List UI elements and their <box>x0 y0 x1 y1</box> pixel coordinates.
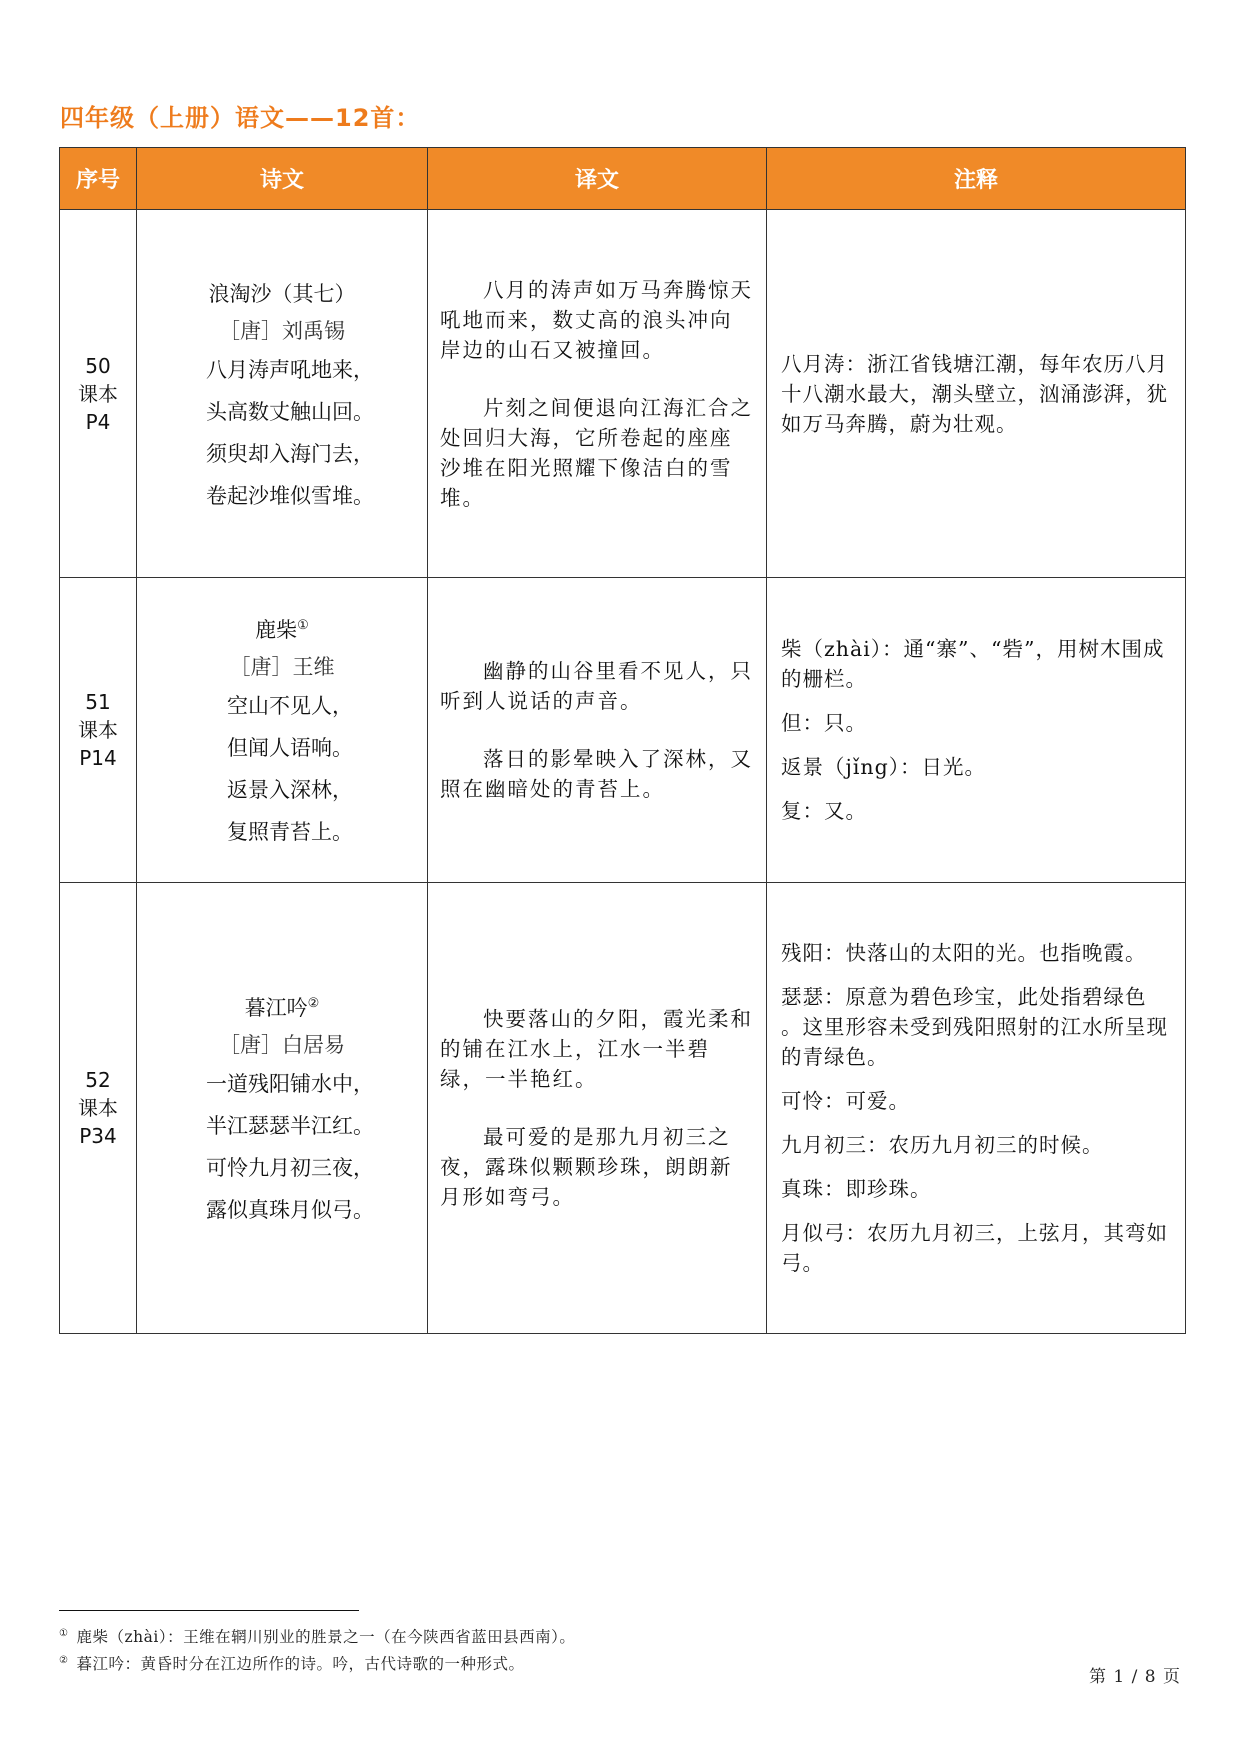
translation-paragraph: 八月的涛声如万马奔腾惊天吼地而来，数丈高的浪头冲向岸边的山石又被撞回。 <box>440 277 754 362</box>
row-book: 课本 <box>78 718 118 742</box>
poems-table <box>59 147 1186 1334</box>
poem-cell <box>137 578 428 883</box>
row-book: 课本 <box>78 381 118 406</box>
translation-cell <box>428 883 767 1334</box>
translation-paragraph: 落日的影晕映入了深林，又照在幽暗处的青苔上。 <box>440 747 754 801</box>
note-item: 真珠：即珍珠。 <box>781 1177 932 1201</box>
table-header-row <box>60 148 1186 210</box>
footnotes <box>59 1622 575 1676</box>
header-translation: 译文 <box>428 148 767 210</box>
row-index-cell <box>60 578 137 883</box>
poem-author: ［唐］王维 <box>229 655 335 679</box>
footnote-mark: ① <box>59 1628 69 1639</box>
header-index: 序号 <box>60 148 137 210</box>
row-page: P14 <box>79 746 117 770</box>
translation-cell <box>428 210 767 578</box>
row-book: 课本 <box>78 1096 118 1120</box>
table-row <box>60 210 1186 578</box>
footnote <box>59 1622 575 1649</box>
row-page: P4 <box>85 409 111 434</box>
row-number: 52 <box>85 1068 111 1092</box>
row-index-cell <box>60 883 137 1334</box>
notes-cell <box>767 210 1186 578</box>
poem-line: 一道残阳铺水中， <box>206 1072 374 1096</box>
footnote-text: 鹿柴（zhài）：王维在辋川别业的胜景之一（在今陕西省蓝田县西南）。 <box>76 1628 576 1647</box>
note-item: 返景（jǐng）：日光。 <box>781 755 986 779</box>
note-item: 月似弓：农历九月初三，上弦月，其弯如弓。 <box>781 1221 1168 1275</box>
poem-line: 半江瑟瑟半江红。 <box>206 1114 374 1138</box>
poem-line: 露似真珠月似弓。 <box>206 1198 374 1222</box>
translation-paragraph: 快要落山的夕阳，霞光柔和的铺在江水上，江水一半碧绿，一半艳红。 <box>440 1007 754 1091</box>
header-notes: 注释 <box>767 148 1186 210</box>
header-poem: 诗文 <box>137 148 428 210</box>
table-row <box>60 578 1186 883</box>
page-heading: 四年级（上册）语文——12首： <box>60 104 421 132</box>
note-item: 柴（zhài）：通“寨”、“砦”，用树木围成的栅栏。 <box>781 637 1165 691</box>
row-index-cell <box>60 210 137 578</box>
footnote <box>59 1649 575 1676</box>
notes-cell <box>767 578 1186 883</box>
row-number: 51 <box>85 690 111 714</box>
note-item: 可怜：可爱。 <box>781 1089 910 1113</box>
translation-paragraph: 片刻之间便退向江海汇合之处回归大海，它所卷起的座座沙堆在阳光照耀下像洁白的雪堆。 <box>440 395 754 510</box>
poem-cell <box>137 883 428 1334</box>
poem-line: 须臾却入海门去， <box>206 441 374 466</box>
note-item: 九月初三：农历九月初三的时候。 <box>781 1133 1104 1157</box>
footnote-text: 暮江吟：黄昏时分在江边所作的诗。吟，古代诗歌的一种形式。 <box>76 1655 525 1674</box>
row-page: P34 <box>79 1124 117 1148</box>
poem-line: 头高数丈触山回。 <box>206 399 374 424</box>
poem-title: 浪淘沙（其七） <box>208 281 356 306</box>
footnote-ref-1: ① <box>297 618 309 633</box>
note-item: 残阳：快落山的太阳的光。也指晚霞。 <box>781 941 1147 965</box>
poem-title: 暮江吟② <box>244 996 320 1020</box>
note-item: 八月涛：浙江省钱塘江潮，每年农历八月十八潮水最大，潮头壁立，汹涌澎湃，犹如万马奔腾，蔚为壮观。 <box>781 351 1168 436</box>
note-item: 复：又。 <box>781 799 867 823</box>
row-number: 50 <box>85 353 111 378</box>
footnote-mark: ② <box>59 1655 69 1667</box>
poem-cell <box>137 210 428 578</box>
notes-cell <box>767 883 1186 1334</box>
translation-paragraph: 幽静的山谷里看不见人，只听到人说话的声音。 <box>440 659 754 713</box>
poem-line: 空山不见人， <box>227 694 353 718</box>
page-number: 第 1 / 8 页 <box>1089 1667 1181 1687</box>
poem-line: 可怜九月初三夜， <box>206 1156 374 1180</box>
translation-cell <box>428 578 767 883</box>
note-item: 瑟瑟：原意为碧色珍宝，此处指碧绿色 。这里形容未受到残阳照射的江水所呈现的青绿色。 <box>781 985 1168 1069</box>
translation-paragraph: 最可爱的是那九月初三之夜，露珠似颗颗珍珠，朗朗新月形如弯弓。 <box>440 1125 733 1209</box>
poem-line: 卷起沙堆似雪堆。 <box>206 483 374 508</box>
footnote-ref-2: ② <box>307 996 320 1011</box>
poem-author: ［唐］刘禹锡 <box>219 318 345 343</box>
poem-line: 复照青苔上。 <box>227 820 353 844</box>
poem-author: ［唐］白居易 <box>219 1033 345 1057</box>
poem-line: 返景入深林， <box>227 778 353 802</box>
poem-title: 鹿柴① <box>255 618 309 642</box>
poem-line: 但闻人语响。 <box>227 736 353 760</box>
table-row <box>60 883 1186 1334</box>
footnote-divider <box>59 1610 359 1611</box>
note-item: 但：只。 <box>781 711 867 735</box>
poem-line: 八月涛声吼地来， <box>206 357 374 382</box>
